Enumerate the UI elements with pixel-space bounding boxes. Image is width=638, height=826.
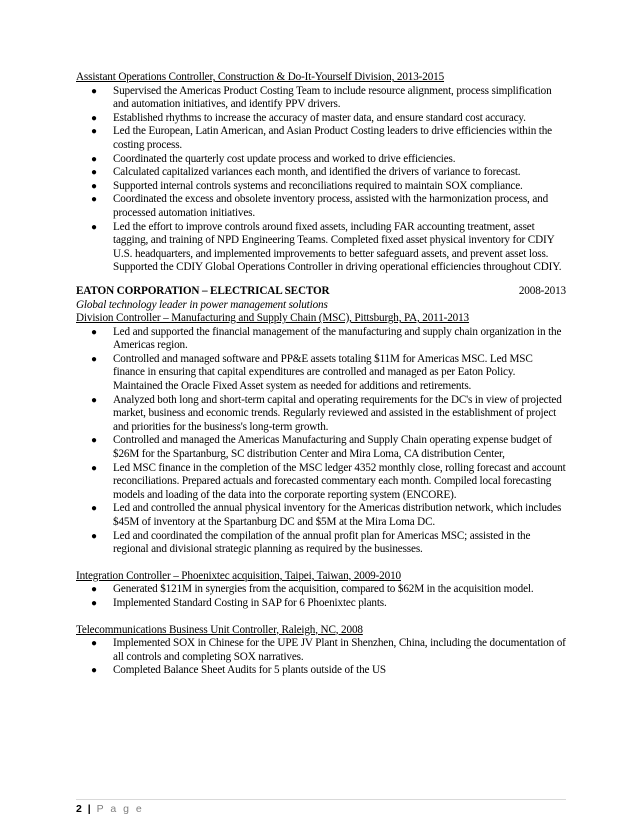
spacer <box>76 611 566 624</box>
bullet-icon: ● <box>91 126 97 138</box>
footer-separator: | <box>87 803 91 815</box>
company-header <box>76 285 566 299</box>
bullet-icon: ● <box>91 194 97 206</box>
bullet-icon: ● <box>91 435 97 447</box>
bullet-icon: ● <box>91 167 97 179</box>
job-heading: Assistant Operations Controller, Construction & Do-It-Yourself Division, 2013-2015 <box>76 71 445 83</box>
role-telecommunications-controller <box>76 624 566 678</box>
bullet-icon: ● <box>91 180 97 192</box>
bullet-list <box>76 326 566 557</box>
list-item: ● Led and supported the financial management of the manufacturing and supply chain organization in the Americas region. <box>91 325 562 352</box>
bullet-icon: ● <box>91 153 97 165</box>
page-label: P a g e <box>96 803 144 815</box>
job-heading: Division Controller – Manufacturing and Supply Chain (MSC), Pittsburgh, PA, 2011-2013 <box>76 312 470 325</box>
list-item: ● Led MSC finance in the completion of the MSC ledger 4352 monthly close, rolling forecast and account reconciliations. Prepared actuals and forecasted commentary each month. Compiled local forecasting models and loading of the data into the corporate reporting system (ENCORE). <box>91 461 566 501</box>
bullet-icon: ● <box>91 353 97 365</box>
list-item: ● Analyzed both long and short-term capital and operating requirements for the DC's in view of projected market, business and economic trends. Regularly reviewed and assisted in the establishment of project and priorities for the business's long-term growth. <box>91 393 562 433</box>
list-item: ● Established rhythms to increase the accuracy of master data, and ensure standard cost accuracy. <box>91 111 526 124</box>
bullet-icon: ● <box>91 584 97 596</box>
list-item: ● Supervised the Americas Product Costing Team to include resource alignment, process simplification and automation initiatives, and identify PPV drivers. <box>91 84 552 111</box>
list-item: ● Coordinated the quarterly cost update process and worked to drive efficiencies. <box>91 152 456 165</box>
bullet-list <box>76 583 566 610</box>
bullet-icon: ● <box>91 597 97 609</box>
list-item: ● Controlled and managed the Americas Manufacturing and Supply Chain operating expense budget of $26M for the Spartanburg, SC distribution Center and Mira Loma, CA distribution Center, <box>91 434 552 461</box>
bullet-icon: ● <box>91 112 97 124</box>
role-division-controller <box>76 312 566 557</box>
list-item: ● Implemented Standard Costing in SAP for 6 Phoenixtec plants. <box>91 596 387 609</box>
bullet-icon: ● <box>91 326 97 338</box>
job-heading: Integration Controller – Phoenixtec acquisition, Taipei, Taiwan, 2009-2010 <box>76 569 401 582</box>
bullet-icon: ● <box>91 638 97 650</box>
job-heading: Telecommunications Business Unit Controller, Raleigh, NC, 2008 <box>76 623 363 636</box>
list-item: ● Led and controlled the annual physical inventory for the Americas distribution network, which includes $45M of inventory at the Spartanburg DC and $5M at the Mira Loma DC. <box>91 502 562 528</box>
list-item: ● Generated $121M in synergies from the acquisition, compared to $62M in the acquisition model. <box>91 583 534 596</box>
company-years: 2008-2013 <box>518 284 566 297</box>
role-integration-controller <box>76 570 566 611</box>
list-item: ● Completed Balance Sheet Audits for 5 plants outside of the US <box>91 664 386 677</box>
bullet-icon: ● <box>91 665 97 677</box>
section-assistant-operations-controller <box>76 71 566 275</box>
bullet-icon: ● <box>91 530 97 542</box>
bullet-list <box>76 637 566 678</box>
company-tagline: Global technology leader in power management solutions <box>76 298 328 311</box>
list-item: ● Led and coordinated the compilation of the annual profit plan for Americas MSC; assisted in the regional and divisional strategic planning as required by the businesses. <box>91 529 531 556</box>
list-item: ● Supported internal controls systems and reconciliations required to maintain SOX compliance. <box>91 179 523 192</box>
list-item: ● Coordinated the excess and obsolete inventory process, assisted with the harmonization process, and processed automation initiatives. <box>91 193 549 219</box>
page-number: 2 <box>76 803 82 815</box>
bullet-icon: ● <box>91 85 97 97</box>
resume-content <box>76 71 566 678</box>
spacer <box>76 557 566 570</box>
list-item: ● Led the European, Latin American, and Asian Product Costing leaders to drive efficiencies within the costing process. <box>91 125 552 151</box>
bullet-icon: ● <box>91 503 97 515</box>
bullet-list <box>76 85 566 275</box>
bullet-icon: ● <box>91 221 97 233</box>
list-item: ● Implemented SOX in Chinese for the UPE JV Plant in Shenzhen, China, including the documentation of all controls and completing SOX narratives. <box>91 637 566 663</box>
bullet-icon: ● <box>91 394 97 406</box>
list-item: ● Calculated capitalized variances each month, and identified the drivers of variance to forecast. <box>91 166 521 179</box>
list-item: ● Controlled and managed software and PP&E assets totaling $11M for Americas MSC. Led MSC finance in ensuring that capital expenditures are controlled and managed as per Eaton Policy. Maintained the Oracle Fixed Asset system as needed for additions and retirements. <box>91 352 533 393</box>
company-name: EATON CORPORATION – ELECTRICAL SECTOR <box>76 284 330 297</box>
page-footer <box>76 799 566 815</box>
list-item: ● Led the effort to improve controls around fixed assets, including FAR accounting treatment, asset tagging, and training of NPD Engineering Teams. Completed fixed asset physical inventory for CDIY U.S. headquarters, and implemented improvements to better safeguard assets, and prevent asset loss. Supported the CDIY Global Operations Controller in driving operational efficiencies throughout CDIY. <box>91 220 562 274</box>
bullet-icon: ● <box>91 462 97 474</box>
